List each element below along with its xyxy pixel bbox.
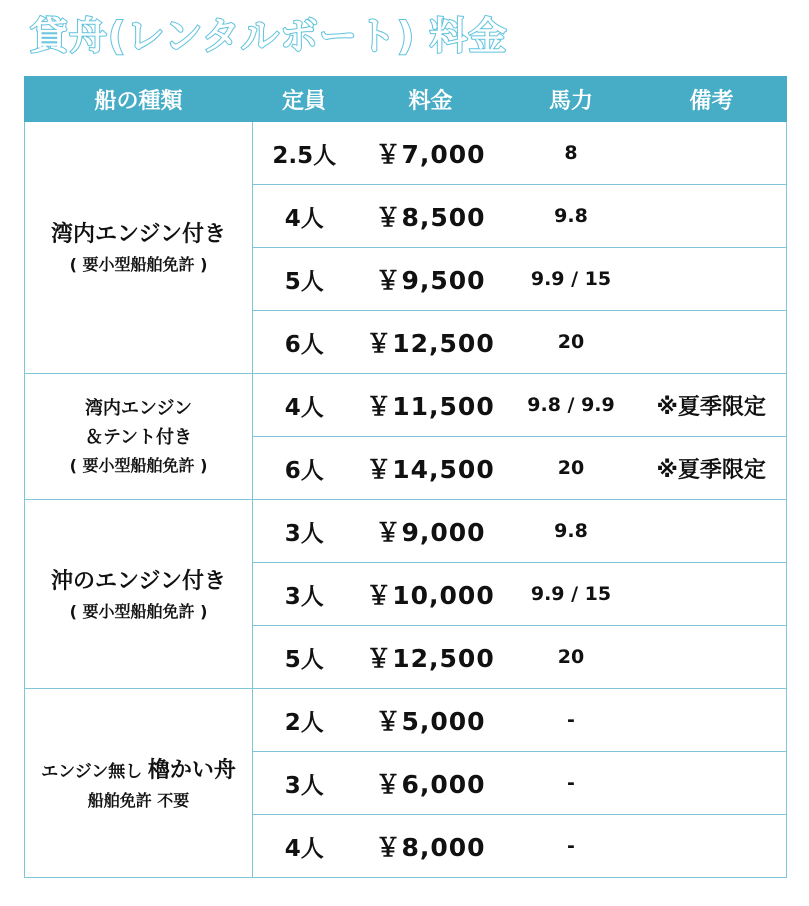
header-notes: 備考 [637,77,787,122]
price-cell: ￥12,500 [356,626,506,689]
header-price: 料金 [356,77,506,122]
capacity-cell: 3人 [253,500,356,563]
note-cell [637,500,787,563]
boat-type-offshore-engine [25,500,253,689]
note-cell [637,626,787,689]
price-cell: ￥9,000 [356,500,506,563]
horsepower-cell: 9.8 / 9.9 [506,374,637,437]
note-cell [637,563,787,626]
license-requirement: 船舶免許 不要 [87,790,190,810]
horsepower-cell: 20 [506,437,637,500]
table-row [25,374,787,437]
capacity-cell: 4人 [253,374,356,437]
note-cell [637,185,787,248]
price-cell: ￥12,500 [356,311,506,374]
capacity-cell: 3人 [253,563,356,626]
header-horsepower: 馬力 [506,77,637,122]
note-cell: ※夏季限定 [637,437,787,500]
price-cell: ￥7,000 [356,122,506,185]
page-title: 貸舟(レンタルボート) 料金 [30,14,508,58]
horsepower-cell: 9.8 [506,500,637,563]
price-cell: ￥8,500 [356,185,506,248]
capacity-cell: 5人 [253,248,356,311]
no-engine-label: エンジン無し [41,761,143,782]
horsepower-cell: - [506,689,637,752]
boat-type-rowboat [25,689,253,878]
horsepower-cell: - [506,752,637,815]
price-cell: ￥5,000 [356,689,506,752]
license-requirement: ( 要小型船舶免許 ) [69,455,208,475]
header-capacity: 定員 [253,77,356,122]
license-requirement: ( 要小型船舶免許 ) [69,601,208,621]
note-cell [637,815,787,878]
price-cell: ￥9,500 [356,248,506,311]
price-cell: ￥8,000 [356,815,506,878]
horsepower-cell: 8 [506,122,637,185]
note-cell [637,248,787,311]
horsepower-cell: 20 [506,626,637,689]
horsepower-cell: 9.9 / 15 [506,248,637,311]
capacity-cell: 4人 [253,815,356,878]
license-requirement: ( 要小型船舶免許 ) [69,255,208,275]
note-cell [637,689,787,752]
capacity-cell: 6人 [253,311,356,374]
note-cell [637,311,787,374]
table-header-row [25,77,787,122]
boat-type-label-line2: ＆テント付き [84,426,193,448]
note-cell [637,752,787,815]
rental-boat-price-table [24,76,787,878]
price-cell: ￥6,000 [356,752,506,815]
capacity-cell: 5人 [253,626,356,689]
horsepower-cell: 20 [506,311,637,374]
boat-type-bay-engine [25,122,253,374]
price-cell: ￥11,500 [356,374,506,437]
capacity-cell: 6人 [253,437,356,500]
header-boat-type: 船の種類 [25,77,253,122]
capacity-cell: 4人 [253,185,356,248]
horsepower-cell: 9.8 [506,185,637,248]
boat-type-label: 沖のエンジン付き [51,568,226,594]
horsepower-cell: 9.9 / 15 [506,563,637,626]
table-row [25,689,787,752]
rowboat-label: 櫓かい舟 [147,757,236,783]
boat-type-label: 湾内エンジン [84,397,193,419]
boat-type-bay-engine-tent [25,374,253,500]
table-row [25,122,787,185]
price-cell: ￥10,000 [356,563,506,626]
horsepower-cell: - [506,815,637,878]
boat-type-label: 湾内エンジン付き [51,222,226,248]
capacity-cell: 2人 [253,689,356,752]
note-cell [637,122,787,185]
note-cell: ※夏季限定 [637,374,787,437]
capacity-cell: 2.5人 [253,122,356,185]
boat-type-label-line [25,753,252,788]
price-cell: ￥14,500 [356,437,506,500]
table-row [25,500,787,563]
capacity-cell: 3人 [253,752,356,815]
